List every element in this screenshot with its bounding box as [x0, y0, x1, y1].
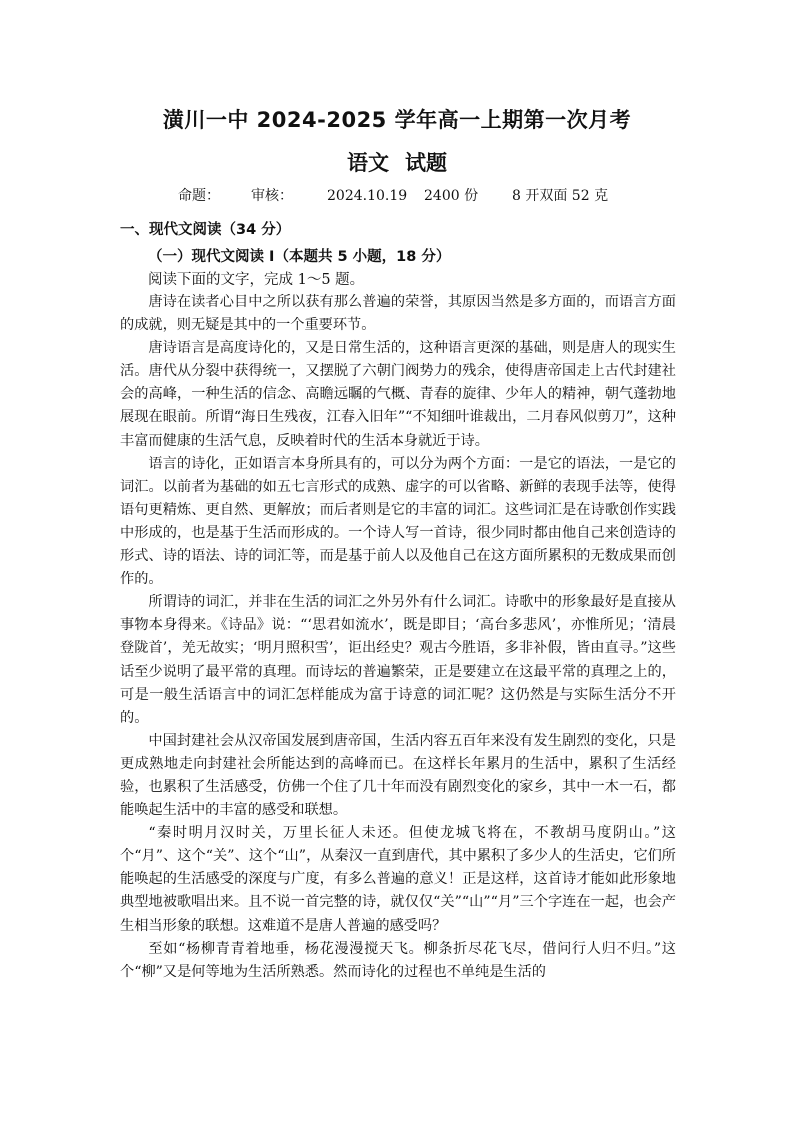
exam-word: 试题 [405, 151, 447, 175]
setter-label: 命题： [178, 188, 220, 204]
exam-title: 潢川一中 2024-2025 学年高一上期第一次月考 [162, 108, 632, 132]
reading-passage [120, 291, 676, 984]
exam-meta [178, 185, 608, 205]
passage-paragraph: 唐诗在读者心目中之所以获有那么普遍的荣誉，其原因当然是多方面的，而语言方面的成就，则无疑是其中的一个重要环节。 [120, 294, 676, 334]
section-heading: 一、现代文阅读（34 分） [120, 222, 291, 238]
passage-paragraph: 语言的诗化，正如语言本身所具有的，可以分为两个方面：一是它的语法，一是它的词汇。以前者为基础的如五七言形式的成熟、虚字的可以省略、新鲜的表现手法等，使得语句更精炼、更自然、更解放；而后者则是它的丰富的词汇。这些词汇是在诗歌创作实践中形成的，也是基于生活而形成的。一个诗人写一首诗，很少同时都由他自己来创造诗的形式、诗的语法、诗的词汇等，而是基于前人以及他自己在这方面所累积的无数成果而创作的。 [120, 455, 676, 588]
passage-paragraph: “秦时明月汉时关，万里长征人未还。但使龙城飞将在，不教胡马度阴山。”这个“月”、这个“关”、这个“山”，从秦汉一直到唐代，其中累积了多少人的生活史，它们所能唤起的生活感受的深度与广度，有多么普遍的意义！正是这样，这首诗才能如此形象地典型地被歌唱出来。且不说一首完整的诗，就仅仅“关”“山”“月”三个字连在一起，也会产生相当形象的联想。这难道不是唐人普遍的感受吗？ [120, 825, 676, 934]
reading-instruction: 阅读下面的文字，完成 1～5 题。 [148, 272, 365, 288]
passage-paragraph: 唐诗语言是高度诗化的，又是日常生活的，这种语言更深的基础，则是唐人的现实生活。唐代从分裂中获得统一，又摆脱了六朝门阀势力的残余，使得唐帝国走上古代封建社会的高峰，一种生活的信念、高瞻远瞩的气概、青春的旋律、少年人的精神，朝气蓬勃地展现在眼前。所谓“海日生残夜，江春入旧年”“不知细叶谁裁出，二月春风似剪刀”，这种丰富而健康的生活气息，反映着时代的生活本身就近于诗。 [120, 340, 676, 449]
paper-spec: 8 开双面 52 克 [512, 188, 609, 204]
copy-count: 2400 份 [424, 188, 479, 204]
subject-label: 语文 [347, 151, 389, 175]
passage-paragraph: 至如“杨柳青青着地垂，杨花漫漫搅天飞。柳条折尽花飞尽，借问行人归不归。”这个“柳”又是何等地为生活所熟悉。然而诗化的过程也不单纯是生活的 [120, 940, 676, 980]
passage-paragraph: 所谓诗的词汇，并非在生活的词汇之外另外有什么词汇。诗歌中的形象最好是直接从事物本身得来。《诗品》说：“‘思君如流水’，既是即目；‘高台多悲风’，亦惟所见；‘清晨登陇首’，羌无故实；‘明月照积雪’，讵出经史？观古今胜语，多非补假，皆由直寻。”这些话至少说明了最平常的真理。而诗坛的普遍繁荣，正是要建立在这最平常的真理之上的，可是一般生活语言中的词汇怎样能成为富于诗意的词汇呢？这仍然是与实际生活分不开的。 [120, 594, 676, 726]
part-heading: （一）现代文阅读 I（本题共 5 小题，18 分） [148, 249, 451, 265]
exam-subtitle [0, 147, 794, 177]
exam-date: 2024.10.19 [327, 188, 408, 204]
reviewer-label: 审核： [251, 188, 293, 204]
passage-paragraph: 中国封建社会从汉帝国发展到唐帝国，生活内容五百年来没有发生剧烈的变化，只是更成熟地走向封建社会所能达到的高峰而已。在这样长年累月的生活中，累积了生活经验，也累积了生活感受，仿佛一个住了几十年而没有剧烈变化的家乡，其中一木一石，都能唤起生活中的丰富的感受和联想。 [120, 732, 676, 819]
